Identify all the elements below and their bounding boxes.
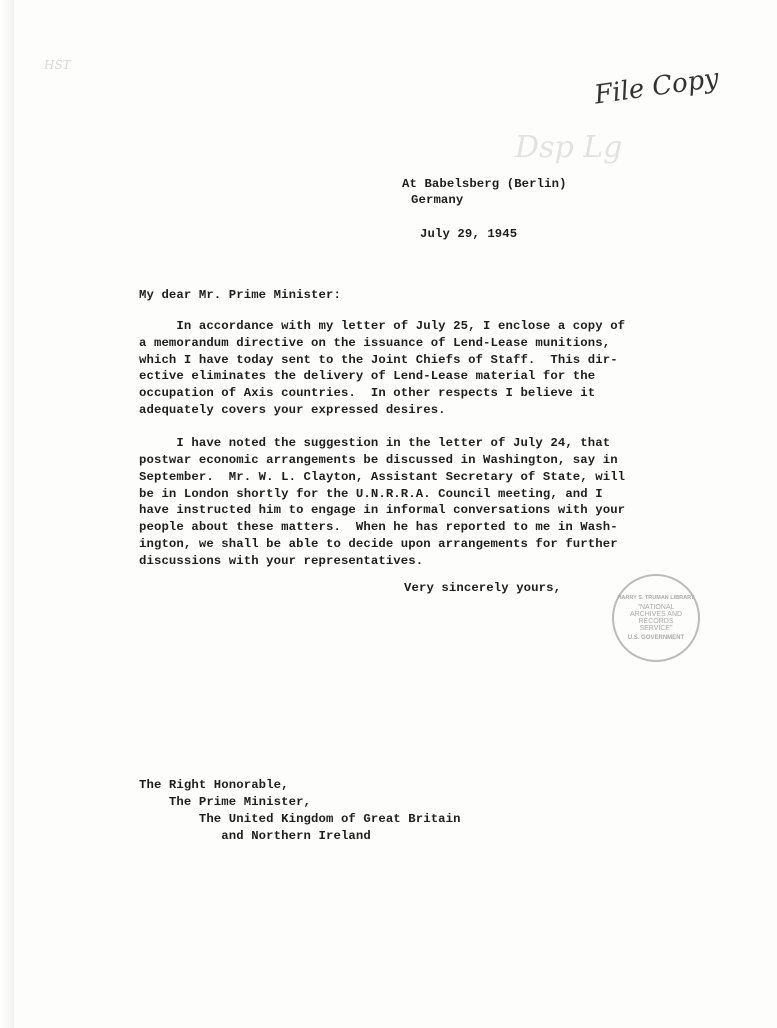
paragraph-line: postwar economic arrangements be discussed in Washington, say in	[139, 453, 618, 467]
handwritten-file-copy: File Copy	[592, 63, 721, 111]
heading-place-line2: Germany	[411, 193, 464, 207]
paragraph-line: which I have today sent to the Joint Chiefs of Staff. This dir-	[139, 353, 618, 367]
address-line: The Right Honorable,	[139, 778, 289, 792]
truman-library-stamp	[612, 574, 700, 662]
paragraph-line: I have noted the suggestion in the letter of July 24, that	[139, 436, 611, 450]
page-edge	[0, 0, 14, 1028]
closing: Very sincerely yours,	[404, 581, 562, 595]
paragraph-line: a memorandum directive on the issuance of Lend-Lease munitions,	[139, 336, 611, 350]
paragraph-line: have instructed him to engage in informal conversations with your	[139, 503, 626, 517]
address-line: and Northern Ireland	[139, 829, 371, 843]
salutation: My dear Mr. Prime Minister:	[139, 288, 341, 302]
stamp-top-text: HARRY S. TRUMAN LIBRARY	[617, 595, 695, 601]
paragraph-line: be in London shortly for the U.N.R.R.A. Council meeting, and I	[139, 487, 603, 501]
paragraph-line: discussions with your representatives.	[139, 554, 424, 568]
faint-handwritten-initials: Dsp Lg	[515, 130, 623, 165]
paragraph-line: In accordance with my letter of July 25, I enclose a copy of	[139, 319, 626, 333]
address-line: The United Kingdom of Great Britain	[139, 812, 461, 826]
faint-corner-mark: HST	[44, 58, 71, 72]
stamp-bottom-text: U.S. GOVERNMENT	[627, 635, 685, 641]
letter-date: July 29, 1945	[420, 227, 518, 241]
heading-place-line1: At Babelsberg (Berlin)	[402, 177, 567, 191]
paragraph-line: September. Mr. W. L. Clayton, Assistant Secretary of State, will	[139, 470, 626, 484]
paragraph-line: occupation of Axis countries. In other respects I believe it	[139, 386, 596, 400]
stamp-inner-text: "NATIONAL ARCHIVES AND RECORDS SERVICE"	[629, 604, 683, 632]
paragraph-line: ington, we shall be able to decide upon arrangements for further	[139, 537, 618, 551]
paragraph-line: people about these matters. When he has reported to me in Wash-	[139, 520, 618, 534]
paragraph-line: ective eliminates the delivery of Lend-Lease material for the	[139, 369, 596, 383]
paragraph-line: adequately covers your expressed desires.	[139, 403, 446, 417]
address-line: The Prime Minister,	[139, 795, 312, 809]
